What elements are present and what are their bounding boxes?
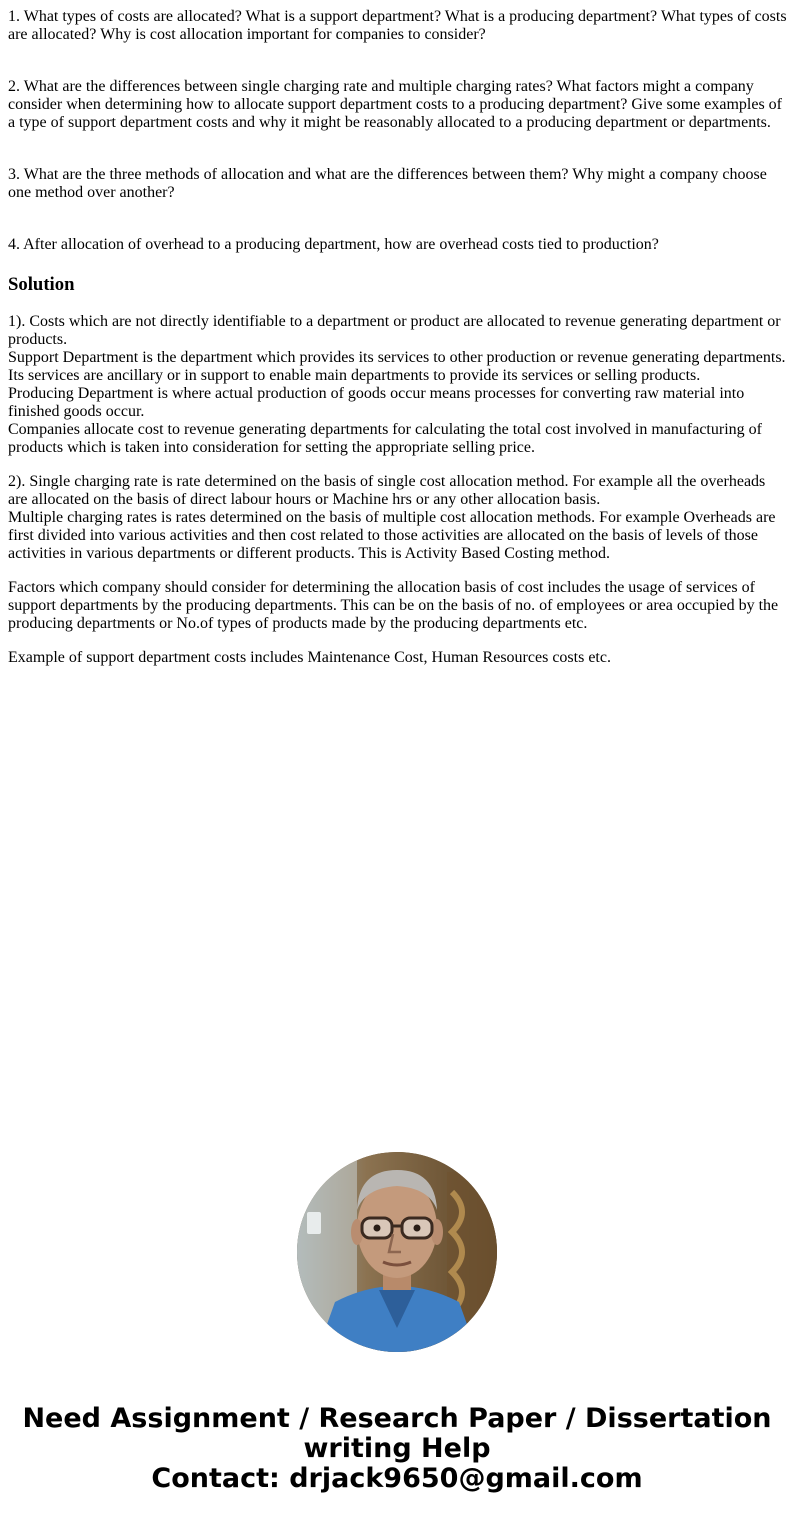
answer-1-producing-department: Producing Department is where actual production of goods occur means processes for converting raw material into finished goods occur. — [8, 385, 745, 420]
promo-contact: Contact: drjack9650@gmail.com — [151, 1463, 643, 1494]
promo-line-2: writing Help — [303, 1433, 491, 1464]
answer-2-multiple-rates: Multiple charging rates is rates determined on the basis of multiple cost allocation methods. For example Overheads are first divided into various activities and then cost related to those activities are allocated on the basis of levels of those activities in various departments or different products. This is Activity Based Costing method. — [8, 509, 776, 562]
promo-text — [0, 1404, 794, 1494]
answer-1 — [8, 313, 788, 457]
question-1: 1. What types of costs are allocated? What is a support department? What is a producing department? What types of costs are allocated? Why is cost allocation important for companies to consider? — [8, 8, 787, 43]
answer-2 — [8, 473, 788, 563]
solution-heading: Solution — [8, 274, 75, 295]
answer-factors: Factors which company should consider for determining the allocation basis of cost includes the usage of services of support departments by the producing departments. This can be on the basis of no. of employees or area occupied by the producing departments or No.of types of products made by the producing departments etc. — [8, 579, 779, 632]
promo-line-1: Need Assignment / Research Paper / Dissertation — [22, 1403, 772, 1434]
author-avatar — [297, 1152, 497, 1352]
question-2: 2. What are the differences between single charging rate and multiple charging rates? What factors might a company consider when determining how to allocate support department costs to a producing department? Give some examples of a type of support department costs and why it might be reasonably allocated to a producing department or departments. — [8, 78, 782, 131]
answer-2-single-rate: 2). Single charging rate is rate determined on the basis of single cost allocation method. For example all the overheads are allocated on the basis of direct labour hours or Machine hrs or any other allocation basis. — [8, 473, 766, 508]
question-4: 4. After allocation of overhead to a producing department, how are overhead costs tied to production? — [8, 236, 659, 253]
author-portrait-image — [297, 1152, 497, 1352]
answer-examples: Example of support department costs includes Maintenance Cost, Human Resources costs etc. — [8, 649, 611, 666]
answer-1-importance: Companies allocate cost to revenue generating departments for calculating the total cost involved in manufacturing of products which is taken into consideration for setting the appropriate selling price. — [8, 421, 762, 456]
answer-1-support-department: Support Department is the department which provides its services to other production or revenue generating departments. Its services are ancillary or in support to enable main departments to provide its services or selling products. — [8, 349, 786, 384]
answer-1-costs-allocated: 1). Costs which are not directly identifiable to a department or product are allocated to revenue generating department or products. — [8, 313, 781, 348]
question-3: 3. What are the three methods of allocation and what are the differences between them? Why might a company choose one method over another? — [8, 166, 767, 201]
document-body — [8, 0, 788, 667]
